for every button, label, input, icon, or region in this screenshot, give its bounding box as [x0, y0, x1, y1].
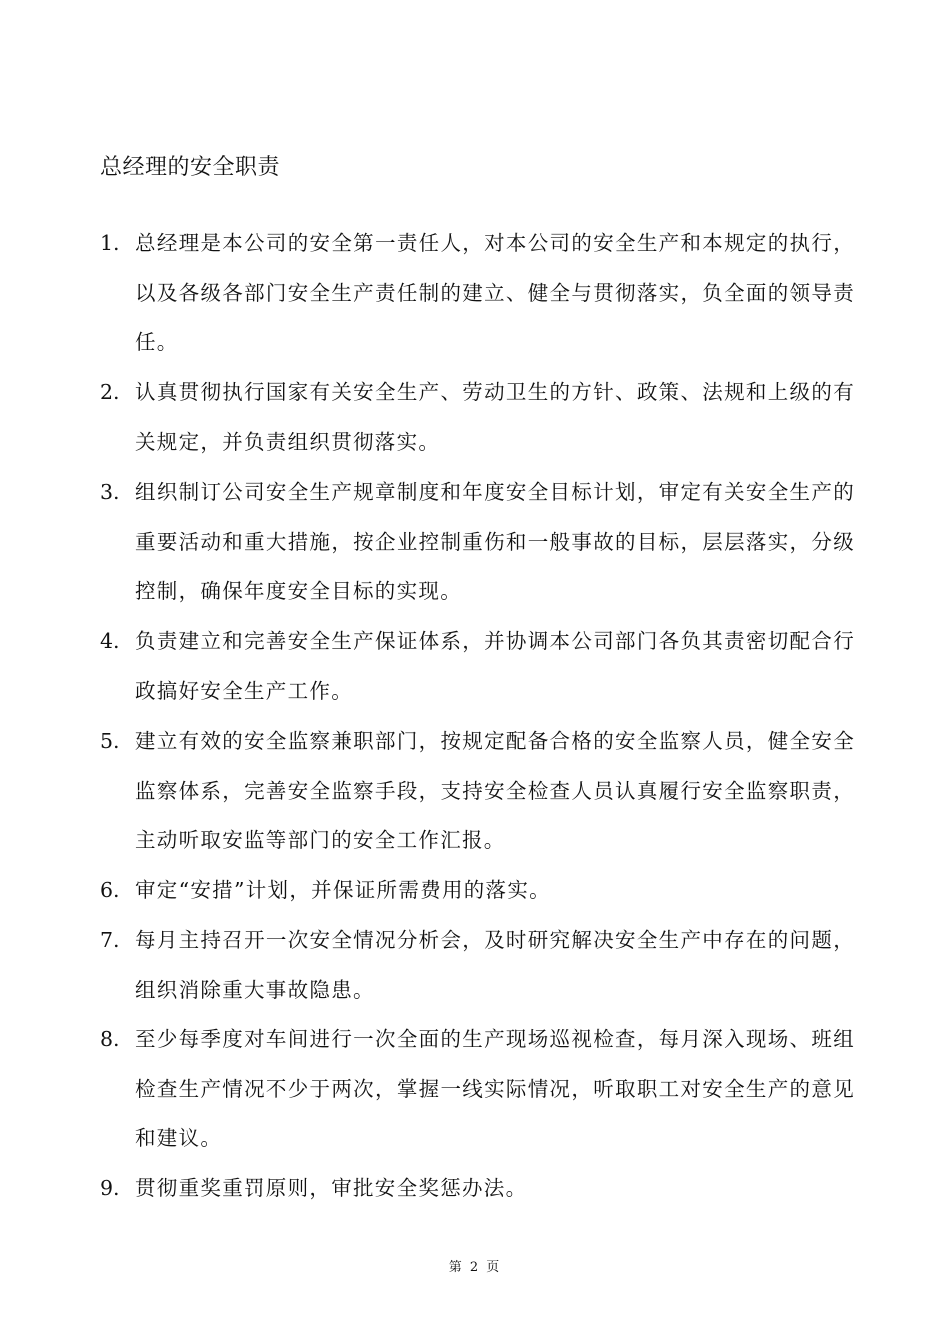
item-number: 8. — [100, 1027, 120, 1051]
item-text: 每月主持召开一次安全情况分析会，及时研究解决安全生产中存在的问题，组织消除重大事故隐患。 — [135, 928, 855, 1002]
list-item — [100, 219, 855, 368]
list-item — [100, 368, 855, 467]
item-number: 7. — [100, 928, 120, 952]
item-number: 4. — [100, 629, 120, 653]
list-item — [100, 468, 855, 617]
list-item — [100, 617, 855, 716]
list-item — [100, 717, 855, 866]
item-number: 6. — [100, 878, 120, 902]
item-number: 5. — [100, 729, 120, 753]
page-number: 第 2 页 — [448, 1260, 502, 1275]
item-number: 9. — [100, 1176, 120, 1200]
list-item — [100, 1015, 855, 1164]
item-text: 认真贯彻执行国家有关安全生产、劳动卫生的方针、政策、法规和上级的有关规定，并负责组织贯彻落实。 — [135, 380, 855, 454]
item-number: 2. — [100, 380, 120, 404]
item-text: 审定“安措”计划，并保证所需费用的落实。 — [135, 878, 551, 902]
item-text: 贯彻重奖重罚原则，审批安全奖惩办法。 — [135, 1176, 528, 1200]
item-text: 负责建立和完善安全生产保证体系，并协调本公司部门各负其责密切配合行政搞好安全生产工作。 — [135, 629, 855, 703]
item-number: 3. — [100, 480, 120, 504]
list-item — [100, 916, 855, 1015]
item-text: 至少每季度对车间进行一次全面的生产现场巡视检查，每月深入现场、班组检查生产情况不少于两次，掌握一线实际情况，听取职工对安全生产的意见和建议。 — [135, 1027, 855, 1150]
list-item — [100, 1164, 855, 1214]
item-number: 1. — [100, 231, 120, 255]
item-text: 总经理是本公司的安全第一责任人，对本公司的安全生产和本规定的执行，以及各级各部门安全生产责任制的建立、健全与贯彻落实，负全面的领导责任。 — [135, 231, 855, 354]
page-title: 总经理的安全职责 — [100, 155, 281, 180]
item-text: 组织制订公司安全生产规章制度和年度安全目标计划，审定有关安全生产的重要活动和重大措施，按企业控制重伤和一般事故的目标，层层落实，分级控制，确保年度安全目标的实现。 — [135, 480, 855, 603]
list-item — [100, 866, 855, 916]
item-text: 建立有效的安全监察兼职部门，按规定配备合格的安全监察人员，健全安全监察体系，完善安全监察手段，支持安全检查人员认真履行安全监察职责，主动听取安监等部门的安全工作汇报。 — [135, 729, 855, 852]
